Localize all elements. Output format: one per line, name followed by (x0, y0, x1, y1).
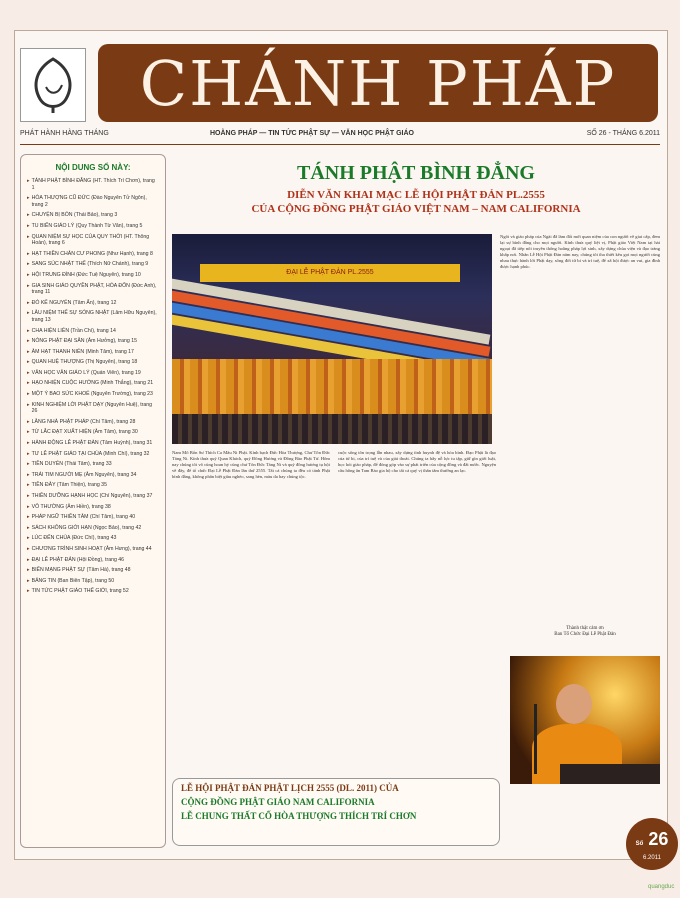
toc-item-label: ▸ LÂU NIỆM THẾ SỰ SÓNG NHẬT (Lâm Hữu Nguyên), trang 13 (31, 310, 157, 323)
toc-item-label: ▸ LĂNG NHÀ PHẬT PHÁP (Chí Tâm), trang 28 (31, 418, 136, 425)
toc-item[interactable] (27, 419, 159, 426)
audience (172, 414, 492, 444)
photo-banner: ĐẠI LỄ PHẬT ĐẢN PL.2555 (200, 264, 460, 282)
promo-box (172, 778, 500, 846)
toc-item-label: ▸ NÓNG PHẬT ĐẠI SĂN (Âm Hưởng), trang 15 (31, 338, 137, 345)
caption-line-1: Thành thật cảm ơn (566, 626, 604, 631)
toc-item[interactable] (27, 391, 159, 398)
toc-item-label: ▸ QUAN HUỆ THƯỢNG (Thị Nguyên), trang 18 (31, 359, 138, 366)
masthead (98, 44, 658, 122)
toc-item-label: ▸ VĂN HỌC VĂN GIÁO LÝ (Quán Viên), trang 19 (31, 369, 141, 376)
badge-number (626, 828, 678, 855)
issue-label: SỐ 26 - THÁNG 6.2011 (586, 130, 660, 137)
sub-header (20, 128, 660, 142)
toc-item[interactable] (27, 195, 159, 208)
promo-line-3: LỄ CHUNG THẤT CỐ HÒA THƯỢNG THÍCH TRÍ CHƠN (181, 811, 417, 821)
toc-item[interactable] (27, 380, 159, 387)
toc-list (21, 178, 165, 595)
paragraph: Ngôi và giáo pháp của Ngài đã làm đổi mới quan niệm của con người về giai cấp, đem lại sự bình đẳng cho mọi người. Kính thưa quý liệt vị, Phật giáo Việt Nam tại hải ngoại đã tiếp nối truyền thống hoằng pháp lợi sinh, xây dựng chùa viện và đạo tràng khắp nơi. Nhân Lễ Hội Phật Đản năm nay, chúng tôi tha thiết kêu gọi mọi người cùng nhau thực hành lời Phật dạy, sống đời từ bi và trí tuệ, để xã hội được an vui, gia đình được hạnh phúc. (500, 234, 660, 269)
toc-item[interactable] (27, 429, 159, 436)
monks-row (172, 359, 492, 414)
toc-item-label: ▸ TIỀN DUYÊN (Thái Tâm), trang 33 (31, 461, 112, 468)
badge-label: Số (635, 841, 644, 847)
bodhi-leaf-icon (26, 55, 80, 115)
toc-item-label: ▸ TU BIẾN GIÁO LÝ (Quy Thành Từ Văn), trang 5 (31, 222, 143, 229)
toc-item-label: ▸ HẠT THIỀN CHÂN CƯ PHONG (Như Hạnh), trang 8 (31, 250, 153, 257)
toc-item-label: ▸ CHƯƠNG TRÌNH SINH HOẠT (Âm Hưng), trang 44 (31, 545, 152, 552)
toc-item-label: ▸ TRÁI TIM NGƯỜI MẸ (Âm Nguyên), trang 34 (31, 471, 137, 478)
issue-badge (626, 818, 678, 870)
text-column-right (500, 234, 660, 614)
toc-item[interactable] (27, 261, 159, 268)
toc-item-label: ▸ MỘT Ý BAO SỨC KHOẺ (Nguyên Trường), trang 23 (31, 391, 153, 398)
toc-item-label: ▸ HẠO NHIỆN CUỘC HƯỚNG (Minh Thắng), trang 21 (31, 380, 154, 387)
badge-value: 26 (648, 829, 669, 849)
toc-item[interactable] (27, 504, 159, 511)
toc-item-label: ▸ ÂM HẠT THANH NIÊN (Minh Tâm), trang 17 (31, 348, 134, 355)
text-column-left (172, 450, 330, 768)
toc-item[interactable] (27, 223, 159, 230)
ceremony-photo (172, 234, 492, 444)
monk-head (556, 684, 592, 724)
toc-item-label: ▸ KINH NGHIỆM LỜI PHẬT DẠY (Nguyên Huệ), trang 26 (31, 401, 153, 415)
toc-item[interactable] (27, 482, 159, 489)
toc-item[interactable] (27, 234, 159, 247)
toc-item-label: ▸ SANG SÚC NHẬT THẾ (Thích Nữ Chánh), trang 9 (31, 261, 149, 268)
toc-item[interactable] (27, 300, 159, 307)
article-subtitle (172, 188, 660, 216)
toc-item-label: ▸ HÒA THƯỢNG CŨ ĐỨC (Đào Nguyên Tử Ngôn), trang 2 (31, 195, 147, 208)
paragraph: Nam Mô Bổn Sư Thích Ca Mâu Ni Phật. Kính bạch Đức Hòa Thượng, Chư Tôn Đức Tăng Ni. Kính thưa quý Quan Khách, quý Đồng Hương và Đồng Bào Phật Tử. Hôm nay chúng tôi vô cùng hoan hỷ cùng chư Tôn Đức Tăng Ni và quý đồng hương tụ hội về đây, để tổ chức Đại Lễ Phật Đản lần thứ 2555. Tất cả chúng ta đều có tánh Phật bình đẳng, không phân biệt giàu nghèo, sang hèn, màu da hay chủng tộc. (172, 450, 330, 479)
toc-item[interactable] (27, 567, 159, 574)
toc-item-label: ▸ VÔ THƯỜNG (Âm Hiền), trang 38 (31, 503, 111, 510)
speaker-photo (510, 656, 660, 784)
toc-item-label: ▸ GIA SINH GIÁO QUYỀN PHẬT, HÓA ĐỐN (Đức Anh), trang 11 (31, 282, 157, 296)
toc-item[interactable] (27, 283, 159, 296)
toc-item-label: ▸ BIẾN MẠNG PHẬT SỰ (Tâm Hà), trang 48 (31, 567, 131, 574)
badge-date: 6.2011 (643, 855, 661, 861)
article-title: TÁNH PHẬT BÌNH ĐẲNG (297, 162, 535, 184)
toc-heading: NỘI DUNG SỐ NÀY: (55, 163, 131, 172)
toc-item-label: ▸ PHÁP NGỮ THIỀN TÂM (Chí Tâm), trang 40 (31, 514, 136, 521)
logo (20, 48, 86, 122)
toc-item[interactable] (27, 370, 159, 377)
toc-item-label: ▸ SÁCH KHÔNG GIỚI HẠN (Ngọc Bảo), trang 42 (31, 524, 142, 531)
toc-item[interactable] (27, 461, 159, 468)
watermark: quangduc (648, 884, 675, 890)
toc-item-label: ▸ TÁNH PHẬT BÌNH ĐẲNG (HT. Thích Trí Chơn), trang 1 (31, 178, 155, 191)
text-column-middle (338, 450, 496, 768)
caption-line-2: Ban Tổ Chức Đại Lễ Phật Đản (554, 632, 616, 637)
toc-item[interactable] (27, 272, 159, 279)
table-of-contents (20, 154, 166, 848)
microphone (534, 704, 537, 774)
toc-item[interactable] (27, 338, 159, 345)
toc-item-label: ▸ LÚC ĐẾN CHÙA (Đức Chí), trang 43 (31, 535, 117, 542)
masthead-title: CHÁNH PHÁP (139, 46, 617, 120)
toc-item-label: ▸ HỘI TRUNG ĐÌNH (Đức Tuệ Nguyên), trang 10 (31, 271, 141, 278)
divider (20, 144, 660, 145)
promo-line-1: LỄ HỘI PHẬT ĐẢN PHẬT LỊCH 2555 (DL. 2011) CỦA (181, 783, 399, 793)
toc-item-label: ▸ CHA HIỆN LIÊN (Trần Chí), trang 14 (31, 327, 116, 334)
toc-item[interactable] (27, 588, 159, 595)
toc-item-label: ▸ TIN TỨC PHẬT GIÁO THẾ GIỚI, trang 52 (31, 588, 129, 595)
article-subtitle-line-2: CỦA CỘNG ĐỒNG PHẬT GIÁO VIỆT NAM – NAM CALIFORNIA (251, 203, 581, 215)
toc-item[interactable] (27, 451, 159, 458)
toc-item-label: ▸ ĐÓ KẾ NGUYÊN (Tâm Ấn), trang 12 (31, 299, 117, 306)
toc-item-label: ▸ ĐẠI LỄ PHẬT ĐẢN (Hội Đồng), trang 46 (31, 556, 125, 563)
toc-item[interactable] (27, 359, 159, 366)
toc-item[interactable] (27, 493, 159, 500)
toc-item[interactable] (27, 535, 159, 542)
lectern (560, 764, 660, 784)
toc-item[interactable] (27, 212, 159, 219)
toc-item[interactable] (27, 328, 159, 335)
toc-item-label: ▸ TỪ LẮC ĐẠT XUẤT HIỆN (Âm Tâm), trang 30 (31, 429, 138, 436)
section-labels: HOẰNG PHÁP — TIN TỨC PHẬT SỰ — VĂN HỌC PHẬT GIÁO (210, 130, 414, 137)
toc-item[interactable] (27, 578, 159, 585)
toc-item[interactable] (27, 546, 159, 553)
toc-item-label: ▸ HÀNH ĐỘNG LỄ PHẬT ĐÀN (Tâm Huỳnh), trang 31 (31, 440, 153, 447)
toc-item[interactable] (27, 557, 159, 564)
paragraph: cuộc sống tôn trọng lẫn nhau, xây dựng tình huynh đệ và hòa bình. Đạo Phật là đạo của từ bi, của trí tuệ và của giải thoát. Chúng ta hãy nỗ lực tu tập, giữ gìn giới luật, học hỏi giáo pháp, để đóng góp vào sự phát triển của cộng đồng và đất nước. Nguyện cầu hồng ân Tam Bảo gia hộ cho tất cả quý vị thân tâm thường an lạc. (338, 450, 496, 473)
toc-item[interactable] (27, 525, 159, 532)
toc-item[interactable] (27, 440, 159, 447)
promo-line-2: CỘNG ĐỒNG PHẬT GIÁO NAM CALIFORNIA (181, 797, 375, 807)
toc-item-label: ▸ THIỀN DƯỠNG HẠNH HỌC (Chí Nguyên), trang 37 (31, 493, 153, 499)
toc-item[interactable] (27, 514, 159, 521)
toc-item[interactable] (27, 310, 159, 323)
toc-item[interactable] (27, 349, 159, 356)
toc-item-label: ▸ CHUYỆN BỊ BỎN (Thái Bảo), trang 3 (31, 212, 118, 219)
toc-item-label: ▸ TIỀN ĐÂY (Tâm Thiện), trang 35 (31, 482, 107, 489)
toc-item[interactable] (27, 251, 159, 258)
toc-item-label: ▸ QUAN NIỆM SỰ HỌC CỦA QUY THỜI (HT. Thông Hoàn), trang 6 (31, 233, 150, 247)
frequency-label: PHÁT HÀNH HÀNG THÁNG (20, 130, 109, 137)
toc-item[interactable] (27, 178, 159, 191)
toc-item-label: ▸ TƯ LỄ PHẬT GIÁO TẠI CHÙA (Minh Chí), trang 32 (31, 450, 150, 457)
article-subtitle-line-1: DIỄN VĂN KHAI MẠC LỄ HỘI PHẬT ĐẢN PL.2555 (287, 189, 545, 201)
photo-caption (510, 626, 660, 638)
toc-item-label: ▸ BẢNG TIN (Ban Biên Tập), trang 50 (31, 577, 115, 584)
toc-item[interactable] (27, 402, 159, 415)
toc-item[interactable] (27, 472, 159, 479)
